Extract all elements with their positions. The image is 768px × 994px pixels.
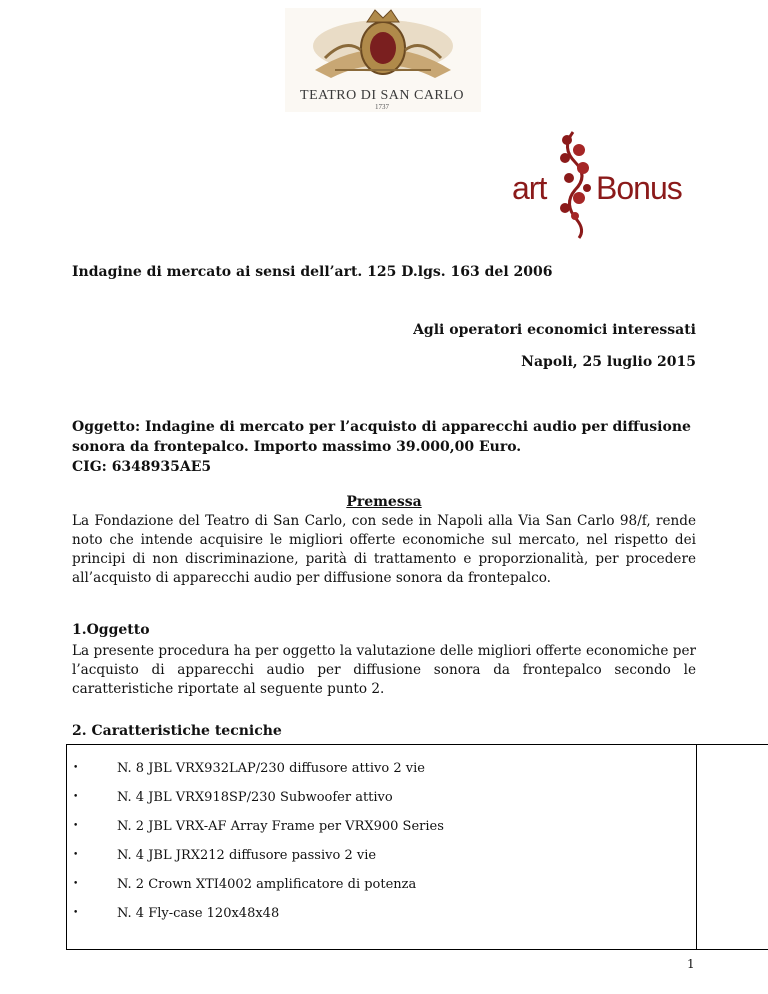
spec-item: • N. 4 JBL VRX918SP/230 Subwoofer attivo — [73, 790, 393, 805]
premessa-body: La Fondazione del Teatro di San Carlo, con sede in Napoli alla Via San Carlo 98/f, rende noto che intende acquisire le migliori offerte economiche sul mercato, nel rispetto dei principi di non discriminazione, parità di trattamento e proporzionalità, per procedere all’acquisto di apparecchi audio per diffusione sonora da frontepalco. — [72, 513, 696, 586]
premessa-title: Premessa — [346, 494, 422, 510]
spec-item: • N. 4 Fly-case 120x48x48 — [73, 906, 280, 921]
section-1-body: La presente procedura ha per oggetto la valutazione delle migliori offerte economiche per l’acquisto di apparecchi audio per diffusione sonora da frontepalco secondo le caratteristiche riportate al seguente punto 2. — [72, 643, 696, 697]
spec-item: • N. 2 JBL VRX-AF Array Frame per VRX900 Series — [73, 819, 444, 834]
addressee: Agli operatori economici interessati — [413, 322, 696, 338]
artbonus-bonus-text: Bonus — [596, 170, 682, 206]
teatro-logo-name: TEATRO DI SAN CARLO — [300, 88, 464, 103]
section-1-title: 1.Oggetto — [72, 622, 150, 638]
document-heading: Indagine di mercato ai sensi dell’art. 125 D.lgs. 163 del 2006 — [72, 264, 553, 280]
section-2-title: 2. Caratteristiche tecniche — [72, 723, 282, 739]
spec-item: • N. 2 Crown XTI4002 amplificatore di potenza — [73, 877, 417, 892]
teatro-logo-year: 1737 — [375, 103, 389, 111]
subject — [72, 417, 696, 477]
bullet-icon: • — [73, 821, 79, 831]
subject-line-1: Oggetto: Indagine di mercato per l’acquisto di apparecchi audio per diffusione — [72, 419, 691, 435]
bullet-icon: • — [73, 850, 79, 860]
spec-item: • N. 4 JBL JRX212 diffusore passivo 2 vie — [73, 848, 377, 863]
bullet-icon: • — [73, 792, 79, 802]
place-date: Napoli, 25 luglio 2015 — [521, 354, 696, 370]
bullet-icon: • — [73, 763, 79, 773]
page-number: 1 — [687, 957, 695, 971]
table-column-divider — [696, 744, 697, 950]
subject-cig: CIG: 6348935AE5 — [72, 459, 212, 475]
artbonus-art-text: art — [512, 170, 547, 206]
spec-item: • N. 8 JBL VRX932LAP/230 diffusore attivo 2 vie — [73, 761, 425, 776]
bullet-icon: • — [73, 879, 79, 889]
bullet-icon: • — [73, 908, 79, 918]
subject-line-2: sonora da frontepalco. Importo massimo 39.000,00 Euro. — [72, 439, 522, 455]
specs-table — [66, 744, 768, 950]
